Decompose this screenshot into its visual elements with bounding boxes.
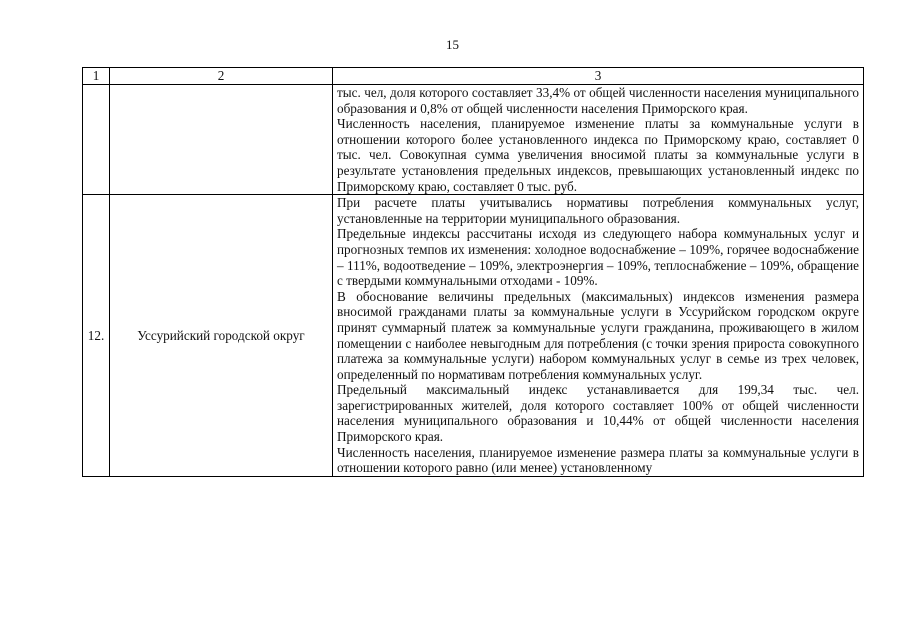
municipality-cell bbox=[110, 85, 333, 195]
table-header-row bbox=[83, 68, 864, 85]
description-paragraph: Численность населения, планируемое изменение размера платы за коммунальные услуги в отношении которого равно (или менее) установленному bbox=[337, 444, 859, 476]
row-number-cell: 12. bbox=[83, 195, 110, 477]
description-cell bbox=[333, 195, 864, 477]
description-paragraph: В обоснование величины предельных (максимальных) индексов изменения размера вносимой гражданами платы за коммунальные услуги в Уссурийском городском округе принят суммарный платеж за коммунальные услуги гражданина, проживающего в жилом помещении с наиболее невыгодным для потребления (с точки зрения прироста совокупного платежа за коммунальные услуги) набором коммунальных услуг в семье из трех человек, определенный по нормативам потребления коммунальных услуг. bbox=[337, 288, 859, 382]
tariff-index-table bbox=[82, 67, 864, 477]
page-number: 15 bbox=[446, 37, 459, 52]
description-paragraph: Предельный максимальный индекс устанавливается для 199,34 тыс. чел. зарегистрированных жителей, доля которого составляет 100% от общей численности населения муниципального образования и 10,44% от общей численности населения Приморского края. bbox=[337, 382, 859, 445]
description-paragraph: Предельные индексы рассчитаны исходя из следующего набора коммунальных услуг и прогнозных темпов их изменения: холодное водоснабжение – 109%, горячее водоснабжение – 111%, водоотведение – 109%, электроэнергия – 109%, теплоснабжение – 109%, обращение с твердыми коммунальными отходами - 109%. bbox=[337, 226, 859, 289]
municipality-cell: Уссурийский городской округ bbox=[110, 195, 333, 477]
table-row-12 bbox=[83, 195, 864, 477]
description-cell bbox=[333, 85, 864, 195]
header-col-1: 1 bbox=[83, 68, 110, 85]
header-col-2: 2 bbox=[110, 68, 333, 85]
description-paragraph: При расчете платы учитывались нормативы потребления коммунальных услуг, установленные на территории муниципального образования. bbox=[337, 195, 859, 226]
description-paragraph: тыс. чел, доля которого составляет 33,4% от общей численности населения муниципального образования и 0,8% от общей численности населения Приморского края. bbox=[337, 85, 859, 116]
header-col-3: 3 bbox=[333, 68, 864, 85]
table-row-continued bbox=[83, 85, 864, 195]
description-paragraph: Численность населения, планируемое изменение платы за коммунальные услуги в отношении которого более установленного индекса по Приморскому краю, составляет 0 тыс. чел. Совокупная сумма увеличения вносимой платы за коммунальные услуги в результате установления предельных индексов, превышающих установленный индекс по Приморскому краю, составляет 0 тыс. руб. bbox=[337, 116, 859, 194]
row-number-cell bbox=[83, 85, 110, 195]
